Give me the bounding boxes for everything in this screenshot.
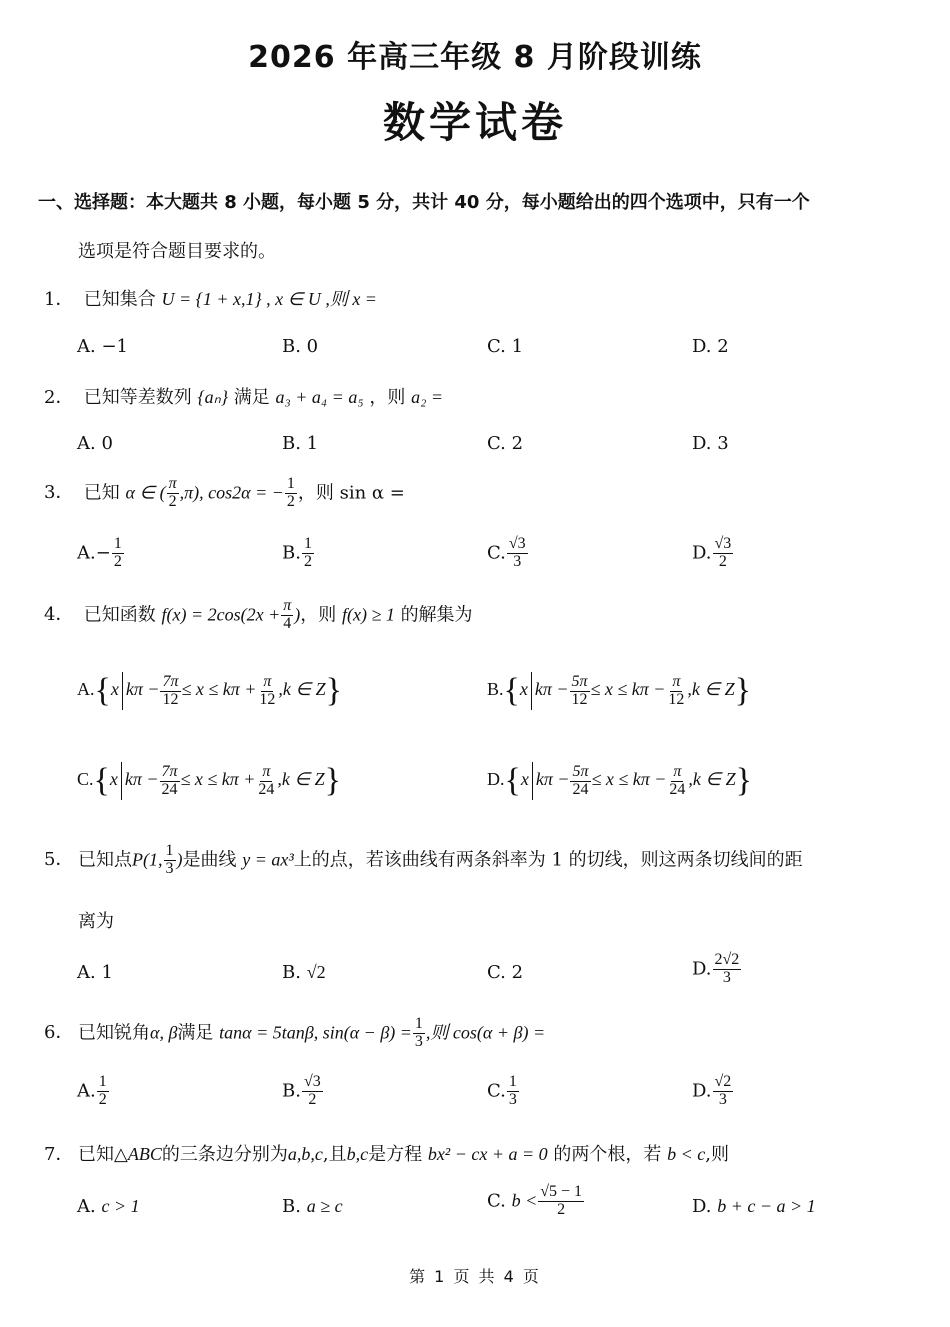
question-expr: {aₙ} <box>197 387 229 407</box>
q6-option-c[interactable]: C. $\frac{1}{3}$ <box>487 1073 517 1108</box>
page-footer: 第 1 页 共 4 页 <box>409 1267 541 1286</box>
question-text: 上的点，若该曲线有两条斜率为 1 的切线，则这两条切线间的距 <box>293 849 803 871</box>
q3-option-b[interactable]: B. $\frac{1}{2}$ <box>282 535 312 570</box>
question-expr: bx² − cx + a = 0 <box>427 1144 548 1164</box>
fraction: $\frac{1}{3}$ <box>165 842 174 877</box>
question-expr: ,则 cos(α + β) = <box>425 1022 546 1043</box>
q4-option-c[interactable]: C.{x kπ − $\frac{7\pi}{24}$ ≤ x ≤ kπ + $\frac{\pi}{24}$ ,k ∈ Z} <box>77 762 341 799</box>
q3-option-c[interactable]: C. $\frac{√3}{3}$ <box>487 535 526 570</box>
q1-option-b[interactable]: B. 0 <box>282 336 319 357</box>
question-text: ,则 <box>705 1144 729 1165</box>
q5-option-d[interactable]: D. $\frac{2√2}{3}$ <box>692 951 740 986</box>
question-number: 6． <box>44 1022 74 1044</box>
q1-option-a[interactable]: A. −1 <box>77 336 128 357</box>
q2-option-b[interactable]: B. 1 <box>282 433 319 454</box>
question-3 <box>44 476 405 511</box>
question-expr: a₂ = <box>411 387 443 407</box>
q2-option-a[interactable]: A. 0 <box>77 433 113 454</box>
question-text: 已知 <box>83 482 120 504</box>
question-text: 的两个根，若 <box>553 1144 662 1165</box>
exam-subject: 数学试卷 <box>382 98 567 147</box>
question-number: 1． <box>44 289 74 310</box>
question-text: ，则 sin α = <box>297 482 405 504</box>
question-expr: U = {1 + x,1} , x ∈ U ,则 x = <box>161 289 377 309</box>
question-expr: ,π), cos2α = − <box>179 482 284 503</box>
q1-option-c[interactable]: C. 1 <box>487 336 524 357</box>
q7-option-c[interactable]: C. b < $\frac{√5 - 1}{2}$ <box>487 1183 583 1218</box>
question-expr: α, β <box>150 1022 178 1043</box>
q7-option-a[interactable]: A. c > 1 <box>77 1196 140 1217</box>
question-text: 已知△ <box>78 1144 128 1165</box>
fraction: $\frac{1}{3}$ <box>414 1015 423 1050</box>
q4-option-d[interactable]: D.{x kπ − $\frac{5\pi}{24}$ ≤ x ≤ kπ − $\frac{\pi}{24}$ ,k ∈ Z} <box>487 762 752 799</box>
question-expr: tanα = 5tanβ, sin(α − β) = <box>219 1022 412 1043</box>
question-7 <box>44 1140 729 1166</box>
question-expr: P(1, <box>132 849 163 870</box>
question-2 <box>44 383 443 409</box>
question-text: 已知函数 <box>83 604 156 626</box>
q3-option-a[interactable]: A.− $\frac{1}{2}$ <box>77 535 122 570</box>
section-heading-cont: 选项是符合题目要求的。 <box>78 241 276 262</box>
question-1 <box>44 285 377 311</box>
question-expr: a,b,c <box>287 1144 323 1164</box>
q3-option-d[interactable]: D. $\frac{√3}{2}$ <box>692 535 732 570</box>
question-text: 的解集为 <box>400 604 473 626</box>
question-expr: b < c <box>667 1144 706 1164</box>
question-4 <box>44 598 473 633</box>
question-expr: ) <box>294 604 301 625</box>
question-text: ，则 <box>300 604 337 626</box>
question-5-cont: 离为 <box>78 911 114 932</box>
q7-option-b[interactable]: B. a ≥ c <box>282 1196 343 1217</box>
question-text: ，则 <box>369 387 406 408</box>
question-text: 满足 <box>177 1022 214 1044</box>
question-expr: α ∈ ( <box>125 482 166 503</box>
q7-option-d[interactable]: D. b + c − a > 1 <box>692 1196 816 1217</box>
section-heading: 一、选择题：本大题共 8 小题，每小题 5 分，共计 40 分，每小题给出的四个选项中，只有一个 <box>38 192 810 213</box>
question-text: 的三条边分别为 <box>161 1144 288 1165</box>
question-text: ,且 <box>322 1144 347 1165</box>
q5-option-a[interactable]: A. 1 <box>77 962 113 983</box>
q5-option-c[interactable]: C. 2 <box>487 962 524 983</box>
question-expr: y = ax³ <box>242 849 294 870</box>
q6-option-d[interactable]: D. $\frac{√2}{3}$ <box>692 1073 732 1108</box>
question-5 <box>44 843 803 878</box>
exam-title: 2026 年高三年级 8 月阶段训练 <box>248 40 702 75</box>
question-6 <box>44 1016 545 1051</box>
q1-option-d[interactable]: D. 2 <box>692 336 729 357</box>
fraction: $\frac{\pi}{2}$ <box>168 475 177 510</box>
question-text: 已知点 <box>78 849 132 871</box>
q2-option-c[interactable]: C. 2 <box>487 433 524 454</box>
q5-option-b[interactable]: B. √2 <box>282 962 326 983</box>
q6-option-b[interactable]: B. $\frac{√3}{2}$ <box>282 1073 321 1108</box>
question-text: 已知集合 <box>83 289 156 310</box>
question-text: 是曲线 <box>182 849 237 871</box>
q4-option-a[interactable]: A.{x kπ − $\frac{7\pi}{12}$ ≤ x ≤ kπ + $\frac{\pi}{12}$ ,k ∈ Z} <box>77 672 342 709</box>
question-text: 是方程 <box>368 1144 423 1165</box>
question-expr: f(x) = 2cos(2x + <box>161 604 281 625</box>
question-number: 2． <box>44 387 74 408</box>
question-text: 满足 <box>233 387 270 408</box>
q4-option-b[interactable]: B.{x kπ − $\frac{5\pi}{12}$ ≤ x ≤ kπ − $\frac{\pi}{12}$ ,k ∈ Z} <box>487 672 751 709</box>
question-text: 已知等差数列 <box>83 387 192 408</box>
question-number: 4． <box>44 604 74 626</box>
question-expr: ) <box>176 849 183 870</box>
fraction: $\frac{1}{2}$ <box>286 475 295 510</box>
question-expr: b,c <box>346 1144 369 1164</box>
q6-option-a[interactable]: A. $\frac{1}{2}$ <box>77 1073 107 1108</box>
question-number: 7． <box>44 1144 74 1165</box>
fraction: $\frac{\pi}{4}$ <box>283 597 292 632</box>
question-number: 3． <box>44 482 74 504</box>
question-expr: a₃ + a₄ = a₅ <box>275 387 364 407</box>
question-text: 已知锐角 <box>78 1022 150 1044</box>
question-number: 5． <box>44 849 74 871</box>
q2-option-d[interactable]: D. 3 <box>692 433 729 454</box>
question-expr: f(x) ≥ 1 <box>341 604 395 625</box>
question-expr: ABC <box>127 1144 162 1164</box>
